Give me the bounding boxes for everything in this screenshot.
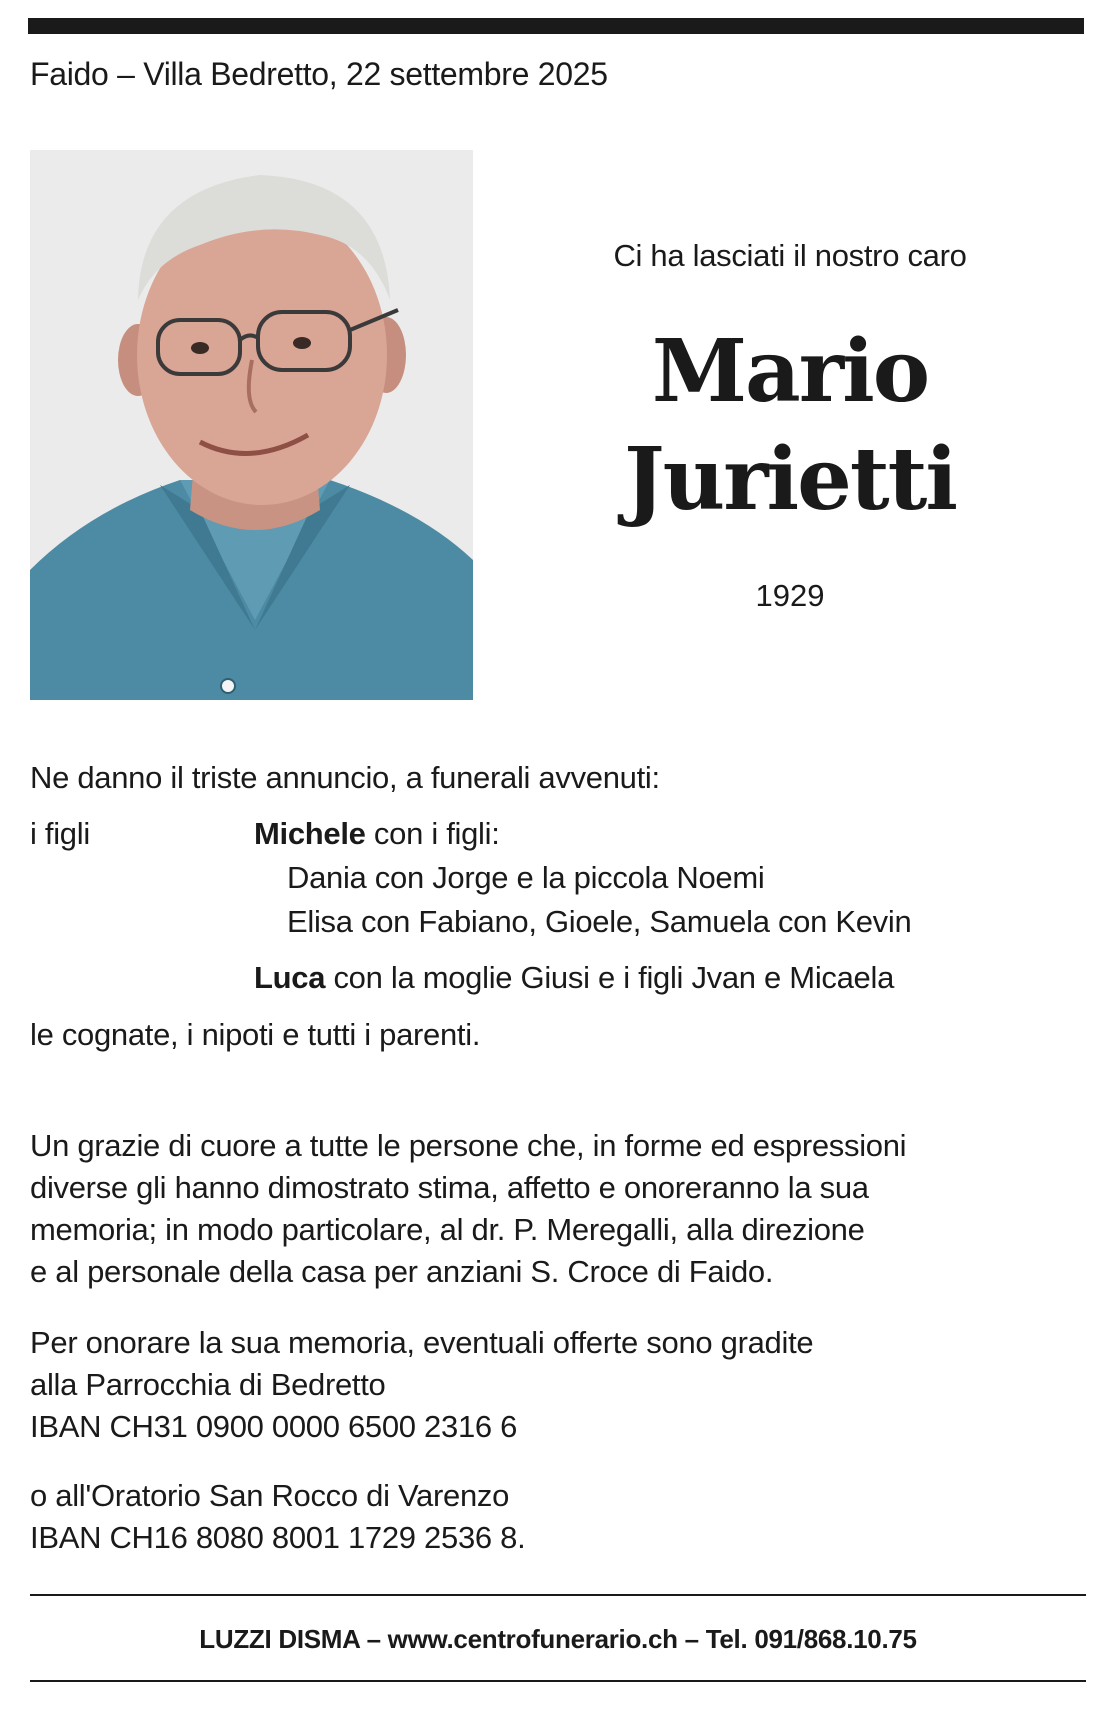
intro-text: Ci ha lasciati il nostro caro — [613, 238, 967, 273]
donation-line: alla Parrocchia di Bedretto — [30, 1367, 386, 1402]
son2-rest: con la moglie Giusi e i figli Jvan e Micaela — [325, 960, 895, 995]
place-date: Faido – Villa Bedretto, 22 settembre 2025 — [30, 56, 608, 92]
footer-top-rule — [30, 1594, 1086, 1596]
son-michele — [254, 816, 500, 852]
donation-line: Per onorare la sua memoria, eventuali offerte sono gradite — [30, 1325, 814, 1360]
top-rule — [28, 18, 1084, 34]
thanks-line: memoria; in modo particolare, al dr. P. Meregalli, alla direzione — [30, 1212, 865, 1247]
donation-iban: IBAN CH31 0900 0000 6500 2316 6 — [30, 1409, 518, 1444]
announcement-lead: Ne danno il triste annuncio, a funerali avvenuti: — [30, 760, 660, 795]
portrait-photo — [30, 150, 473, 700]
donation-line: o all'Oratorio San Rocco di Varenzo — [30, 1478, 510, 1513]
birth-year: 1929 — [755, 578, 825, 613]
thanks-line: e al personale della casa per anziani S. Croce di Faido. — [30, 1254, 774, 1289]
relatives: le cognate, i nipoti e tutti i parenti. — [30, 1017, 481, 1052]
children-label: i figli — [30, 816, 90, 851]
son1-rest: con i figli: — [365, 816, 500, 851]
grandchildren-line-2: Elisa con Fabiano, Gioele, Samuela con Kevin — [287, 904, 912, 939]
thanks-paragraph — [30, 1125, 1090, 1293]
first-name: Mario — [651, 321, 929, 422]
son-luca — [254, 960, 894, 996]
donation-block-1 — [30, 1322, 1090, 1448]
thanks-line: diverse gli hanno dimostrato stima, affetto e onoreranno la sua — [30, 1170, 869, 1205]
deceased-name — [560, 318, 1020, 534]
footer-bottom-rule — [30, 1680, 1086, 1682]
thanks-line: Un grazie di cuore a tutte le persone che, in forme ed espressioni — [30, 1128, 907, 1163]
grandchildren-line-1: Dania con Jorge e la piccola Noemi — [287, 860, 765, 895]
son2-name: Luca — [254, 960, 326, 995]
donation-iban: IBAN CH16 8080 8001 1729 2536 8. — [30, 1520, 526, 1555]
donation-block-2 — [30, 1475, 1090, 1559]
funeral-home-footer: LUZZI DISMA – www.centrofunerario.ch – Tel. 091/868.10.75 — [199, 1624, 917, 1654]
son1-name: Michele — [254, 816, 366, 851]
last-name: Jurietti — [623, 429, 957, 530]
